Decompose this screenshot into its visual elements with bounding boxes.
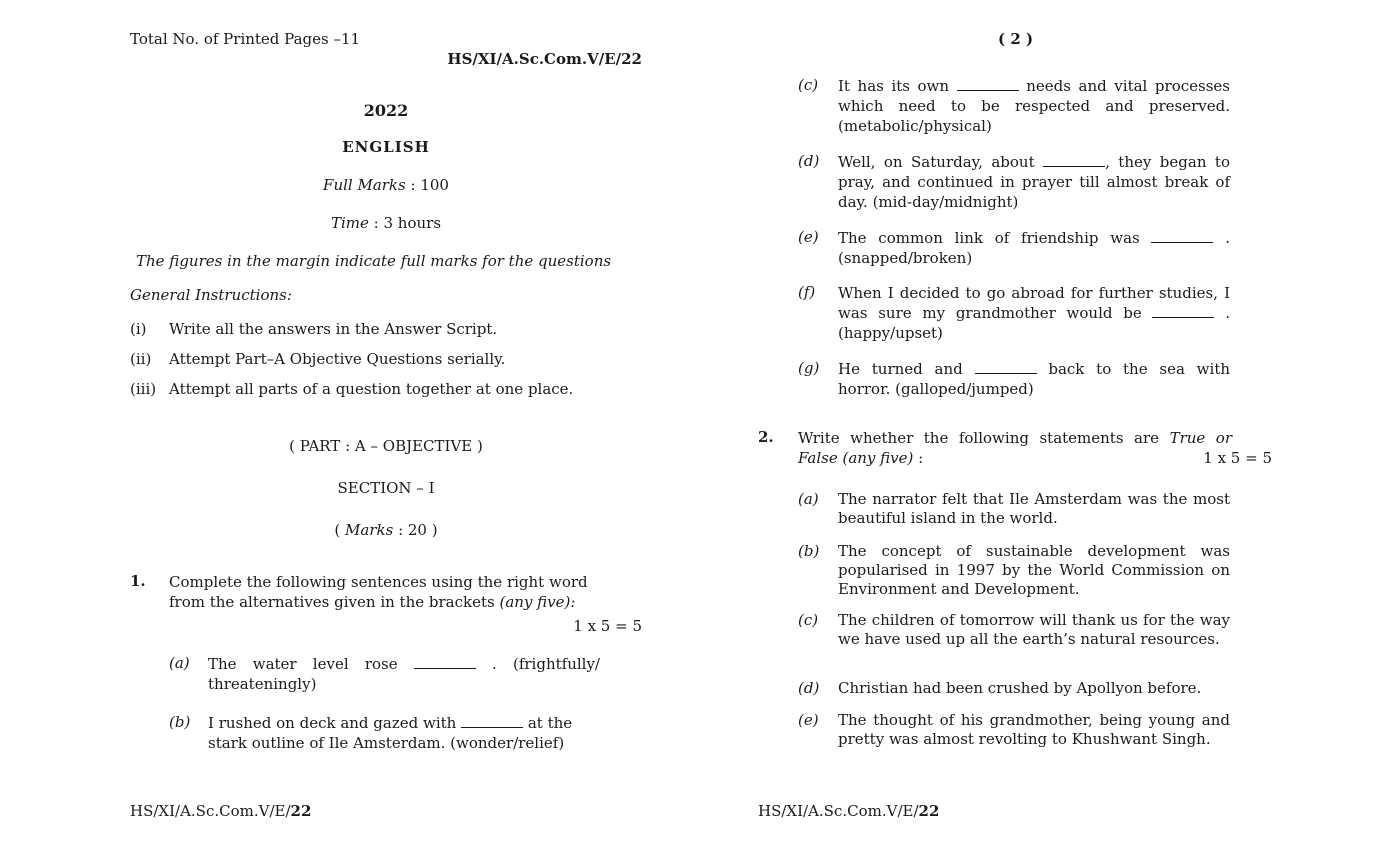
question-number: 1.: [130, 572, 146, 590]
item-label: (c): [798, 611, 819, 629]
part-heading: ( PART : A – OBJECTIVE ): [289, 437, 483, 455]
answer-blank: [414, 656, 476, 669]
item-text: The narrator felt that Ile Amsterdam was the most beautiful island in the world.: [838, 490, 1230, 527]
question-item: [758, 152, 1272, 214]
item-text: Well, on Saturday, about , they began to pray, and continued in prayer till almost break of day. (mid-day/midnight): [838, 153, 1230, 211]
subject-title: ENGLISH: [342, 138, 430, 156]
item-text: The water level rose . (frightfully/ threateningly): [208, 655, 600, 693]
item-label: (d): [798, 152, 820, 170]
item-label: (f): [798, 283, 816, 301]
item-label: (b): [798, 542, 820, 560]
item-label: (e): [798, 711, 819, 729]
full-marks-label: Full Marks: [323, 176, 406, 194]
instruction-item: [130, 320, 642, 342]
question-number: 2.: [758, 428, 774, 446]
page-footer: HS/XI/A.Sc.Com.V/E/22: [758, 802, 940, 820]
answer-blank: [1043, 154, 1105, 167]
question-2: [758, 428, 1272, 470]
item-label: (e): [798, 228, 819, 246]
instruction-item: [130, 380, 642, 402]
question-item: [758, 359, 1272, 401]
question-item: [758, 542, 1272, 600]
time-value: : 3 hours: [368, 214, 442, 232]
item-text: The concept of sustainable development was popularised in 1997 by the World Commission on Environment and Development.: [838, 542, 1230, 598]
question-text: Write whether the following statements are True or False (any five) :: [798, 429, 1232, 467]
full-marks-value: : 100: [405, 176, 449, 194]
question-item: [758, 228, 1272, 270]
item-text: I rushed on deck and gazed with at the stark outline of Ile Amsterdam. (wonder/relief): [208, 714, 573, 752]
answer-blank: [461, 715, 523, 728]
item-label: (b): [169, 713, 191, 731]
answer-blank: [975, 361, 1037, 374]
left-page: [130, 0, 642, 850]
question-item: [758, 611, 1272, 669]
paper-code: HS/XI/A.Sc.Com.V/E/22: [447, 50, 642, 68]
instruction-text: Attempt Part–A Objective Questions serially.: [169, 350, 506, 368]
item-label: (g): [798, 359, 820, 377]
item-text: Christian had been crushed by Apollyon before.: [838, 679, 1202, 697]
question-item: [758, 711, 1272, 769]
answer-blank: [957, 78, 1019, 91]
item-text: The common link of friendship was . (snapped/broken): [838, 229, 1230, 267]
time-allowed: [130, 214, 642, 232]
instruction-number: (i): [130, 320, 147, 338]
exam-year: 2022: [363, 101, 409, 120]
item-text: It has its own needs and vital processes which need to be respected and preserved. (metabolic/physical): [838, 77, 1230, 135]
question-text: Complete the following sentences using the right word from the alternatives given in the brackets (any five):: [169, 573, 588, 611]
question-marks: 1 x 5 = 5: [1203, 449, 1272, 467]
printed-pages-count: Total No. of Printed Pages –11: [130, 30, 361, 48]
question-item: [758, 283, 1272, 345]
instruction-number: (iii): [130, 380, 157, 398]
section-heading: SECTION – I: [337, 479, 435, 497]
instruction-item: [130, 350, 642, 372]
page-number: ( 2 ): [998, 30, 1034, 48]
question-item: [130, 654, 642, 698]
time-label: Time: [330, 214, 369, 232]
question-1: [130, 572, 642, 635]
section-marks: ( Marks : 20 ): [334, 521, 438, 539]
question-marks: 1 x 5 = 5: [573, 617, 642, 635]
item-label: (c): [798, 76, 819, 94]
item-text: The children of tomorrow will thank us for the way we have used up all the earth’s natural resources.: [838, 611, 1230, 648]
instruction-text: Write all the answers in the Answer Script.: [169, 320, 498, 338]
answer-blank: [1151, 230, 1213, 243]
item-text: The thought of his grandmother, being young and pretty was almost revolting to Khushwant Singh.: [838, 711, 1230, 748]
margin-note: The figures in the margin indicate full marks for the questions: [136, 252, 612, 270]
question-item: [758, 679, 1272, 701]
instruction-text: Attempt all parts of a question together at one place.: [169, 380, 574, 398]
item-text: He turned and back to the sea with horror. (galloped/jumped): [838, 360, 1231, 398]
item-label: (d): [798, 679, 820, 697]
item-label: (a): [798, 490, 819, 508]
full-marks: [130, 176, 642, 194]
question-item: [758, 490, 1272, 530]
answer-blank: [1152, 305, 1214, 318]
item-text: When I decided to go abroad for further studies, I was sure my grandmother would be . (happy/upset): [838, 284, 1230, 342]
instructions-title: General Instructions:: [130, 286, 292, 304]
page-footer: HS/XI/A.Sc.Com.V/E/22: [130, 802, 312, 820]
question-item: [130, 713, 642, 757]
instruction-number: (ii): [130, 350, 152, 368]
item-label: (a): [169, 654, 190, 672]
question-item: [758, 76, 1272, 138]
right-page: [758, 0, 1272, 850]
